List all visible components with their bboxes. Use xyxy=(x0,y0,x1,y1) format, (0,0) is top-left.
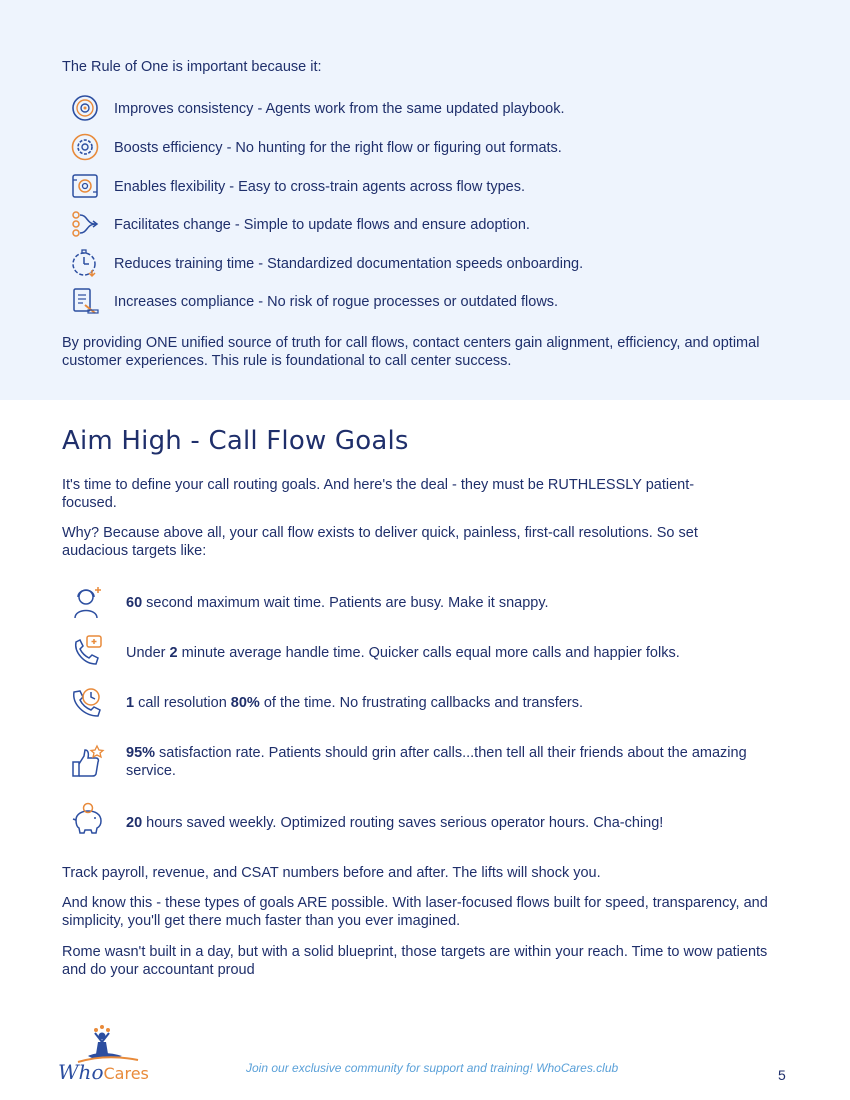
page-number: 5 xyxy=(778,1067,786,1083)
goal-text xyxy=(126,744,776,780)
list-item xyxy=(62,171,822,201)
goal-description: call resolution xyxy=(134,695,231,711)
rule-item-text: Reduces training time - Standardized documentation speeds onboarding. xyxy=(114,256,584,272)
goal-description: of the time. No frustrating callbacks and transfers. xyxy=(259,695,583,711)
goal-text xyxy=(126,644,776,662)
whocares-logo-text xyxy=(58,1060,149,1084)
list-item xyxy=(62,209,822,239)
goals-paragraph-5: Rome wasn't built in a day, but with a solid blueprint, those targets are within your reach. Time to wow patients and do your accountant proud xyxy=(62,944,768,978)
goal-description: satisfaction rate. Patients should grin after calls...then tell all their friends about the amazing service. xyxy=(126,745,747,779)
logo-who: Who xyxy=(58,1060,104,1084)
section-title: Aim High - Call Flow Goals xyxy=(62,426,409,456)
phone-clock-icon xyxy=(70,684,106,720)
goal-highlight: 80% xyxy=(230,695,260,711)
rule-item-text: Improves consistency - Agents work from the same updated playbook. xyxy=(114,101,565,117)
footer-tagline[interactable]: Join our exclusive community for support and training! WhoCares.club xyxy=(246,1061,619,1075)
list-item xyxy=(62,93,822,123)
phone-medical-icon xyxy=(70,634,106,670)
rule-item-text: Boosts efficiency - No hunting for the right flow or figuring out formats. xyxy=(114,140,562,156)
target-icon xyxy=(70,93,100,123)
list-item xyxy=(62,286,822,316)
rule-item-text: Increases compliance - No risk of rogue processes or outdated flows. xyxy=(114,294,559,310)
list-item xyxy=(62,248,822,278)
goal-highlight: 20 xyxy=(126,815,143,831)
rule-of-one-intro: The Rule of One is important because it: xyxy=(62,59,322,75)
goal-description: hours saved weekly. Optimized routing saves serious operator hours. Cha-ching! xyxy=(142,815,664,831)
goal-highlight: 2 xyxy=(169,645,178,661)
thumbs-up-star-icon xyxy=(70,744,106,780)
workflow-icon xyxy=(70,209,100,239)
goal-text xyxy=(126,594,776,612)
goals-paragraph-3: Track payroll, revenue, and CSAT numbers before and after. The lifts will shock you. xyxy=(62,865,601,881)
goal-highlight: 60 xyxy=(126,595,143,611)
rule-item-text: Facilitates change - Simple to update flows and ensure adoption. xyxy=(114,217,530,233)
rule-item-text: Enables flexibility - Easy to cross-train agents across flow types. xyxy=(114,179,525,195)
flexibility-icon xyxy=(70,171,100,201)
gear-icon xyxy=(70,132,100,162)
list-item xyxy=(62,132,822,162)
goal-description: second maximum wait time. Patients are busy. Make it snappy. xyxy=(142,595,549,611)
customer-agent-icon xyxy=(70,584,106,620)
goal-lead: Under xyxy=(126,645,170,661)
goal-highlight: 95% xyxy=(126,745,156,761)
goal-description: minute average handle time. Quicker calls equal more calls and happier folks. xyxy=(177,645,680,661)
rule-of-one-summary: By providing ONE unified source of truth for call flows, contact centers gain alignment, efficiency, and optimal customer experiences. This rule is foundational to call center success. xyxy=(62,335,760,369)
logo-cares: Cares xyxy=(103,1064,149,1083)
goal-text xyxy=(126,694,776,712)
compliance-icon xyxy=(70,286,100,316)
goals-paragraph-4: And know this - these types of goals ARE possible. With laser-focused flows built for speed, transparency, and simplicity, you'll get there much faster than you ever imagined. xyxy=(62,895,768,929)
goal-text xyxy=(126,814,776,832)
goals-paragraph-2: Why? Because above all, your call flow exists to deliver quick, painless, first-call resolutions. So set audacious targets like: xyxy=(62,525,698,559)
goals-paragraph-1: It's time to define your call routing goals. And here's the deal - they must be RUTHLESSLY patient-focused. xyxy=(62,477,695,511)
goal-highlight: 1 xyxy=(126,695,135,711)
stopwatch-icon xyxy=(70,248,100,278)
piggy-bank-icon xyxy=(70,802,106,838)
